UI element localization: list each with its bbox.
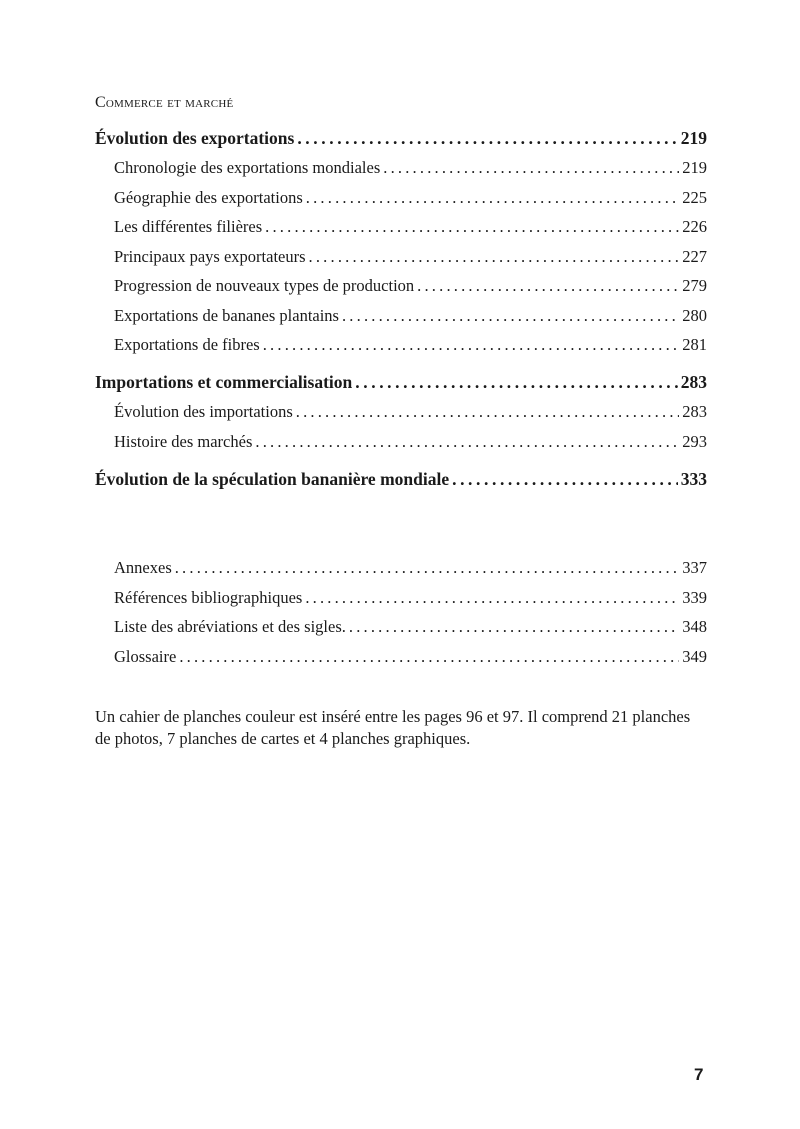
- toc-entry[interactable]: [95, 276, 707, 306]
- dot-leader: [383, 158, 679, 178]
- toc-entry-page: 337: [682, 558, 707, 577]
- dot-leader: [175, 558, 680, 578]
- toc-entry-label: Importations et commercialisation: [95, 372, 353, 392]
- toc-entry-page: 219: [680, 128, 707, 148]
- toc-entry-page: 349: [682, 646, 707, 666]
- toc-entry-label: Exportations de bananes plantains: [114, 305, 339, 325]
- toc-entry-page: 339: [682, 587, 707, 607]
- toc-group-speculation: [95, 469, 707, 499]
- dot-leader: [355, 372, 677, 393]
- dot-leader: [305, 588, 679, 608]
- toc-entry[interactable]: [95, 558, 707, 588]
- toc-entry[interactable]: [95, 372, 707, 402]
- toc-entry-page: 348: [682, 617, 707, 636]
- dot-leader: [309, 247, 680, 267]
- section-title: Commerce et marché: [95, 94, 234, 111]
- toc-entry-label: Histoire des marchés: [114, 431, 253, 451]
- toc-entry-label: Références bibliographiques: [114, 587, 303, 607]
- toc-entry-label: Évolution de la spéculation bananière mondiale: [95, 469, 450, 489]
- toc-entry-label: Liste des abréviations et des sigles.: [114, 617, 346, 636]
- toc-entry-label: Progression de nouveaux types de production: [114, 276, 415, 295]
- toc-entry[interactable]: [95, 402, 707, 432]
- toc-entry-page: 226: [682, 217, 707, 236]
- dot-leader: [296, 402, 680, 422]
- toc-entry-label: Chronologie des exportations mondiales: [114, 158, 381, 177]
- toc-entry[interactable]: [95, 188, 707, 218]
- toc-entry[interactable]: [95, 217, 707, 247]
- toc-entry[interactable]: [95, 128, 707, 158]
- toc-entry-page: 333: [680, 469, 707, 489]
- toc-entry-page: 227: [682, 246, 707, 266]
- toc-entry[interactable]: [95, 432, 707, 462]
- toc-entry[interactable]: [95, 469, 707, 499]
- toc-entry-label: Évolution des importations: [114, 402, 293, 421]
- toc-entry-label: Exportations de fibres: [114, 335, 260, 354]
- dot-leader: [342, 306, 679, 326]
- toc-entry-page: 219: [682, 158, 707, 177]
- toc-entry-page: 283: [682, 402, 707, 421]
- dot-leader: [452, 469, 678, 490]
- toc-entry-page: 283: [680, 372, 707, 392]
- dot-leader: [297, 128, 677, 149]
- toc-entry-page: 280: [682, 305, 707, 325]
- toc-entry-page: 281: [682, 335, 707, 354]
- dot-leader: [417, 276, 679, 296]
- dot-leader: [265, 217, 679, 237]
- toc-entry[interactable]: [95, 588, 707, 618]
- toc-entry-page: 225: [682, 187, 707, 207]
- toc-entry[interactable]: [95, 306, 707, 336]
- toc-entry-page: 279: [682, 276, 707, 295]
- toc-entry-label: Glossaire: [114, 646, 177, 666]
- dot-leader: [306, 188, 679, 208]
- toc-entry[interactable]: [95, 335, 707, 365]
- toc-entry[interactable]: [95, 617, 707, 647]
- toc-entry-label: Principaux pays exportateurs: [114, 246, 306, 266]
- toc-entry[interactable]: [95, 247, 707, 277]
- dot-leader: [349, 617, 679, 637]
- dot-leader: [263, 335, 680, 355]
- dot-leader: [179, 647, 679, 667]
- dot-leader: [255, 432, 679, 452]
- toc-entry-page: 293: [682, 431, 707, 451]
- toc-entry-label: Évolution des exportations: [95, 128, 295, 148]
- toc-group-exportations: [95, 128, 707, 365]
- toc-group-appendix: [95, 558, 707, 676]
- page-number: 7: [694, 1065, 704, 1084]
- toc-entry-label: Les différentes filières: [114, 217, 263, 236]
- toc-entry[interactable]: [95, 158, 707, 188]
- toc-group-importations: [95, 372, 707, 461]
- toc-entry[interactable]: [95, 647, 707, 677]
- toc-entry-label: Annexes: [114, 558, 172, 577]
- toc-entry-label: Géographie des exportations: [114, 187, 303, 207]
- color-plates-note: Un cahier de planches couleur est inséré entre les pages 96 et 97. Il comprend 21 planches de photos, 7 planches de cartes et 4 planches graphiques.: [95, 707, 691, 748]
